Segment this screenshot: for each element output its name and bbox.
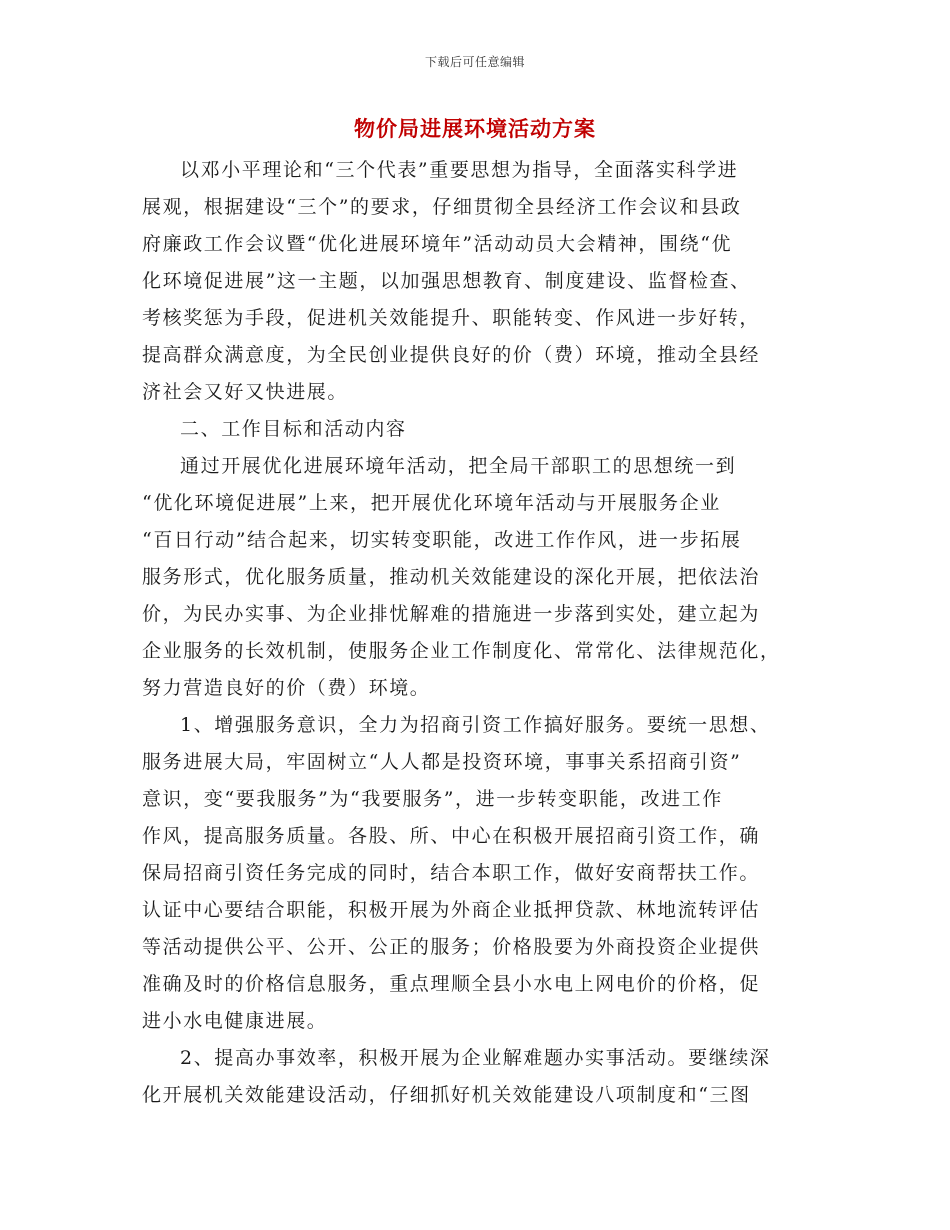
text-line: 企业服务的长效机制，使服务企业工作制度化、常常化、法律规范化， xyxy=(142,640,781,662)
text-line: 化环境促进展”这一主题，以加强思想教育、制度建设、监督检查、 xyxy=(142,270,751,292)
text-line: 考核奖惩为手段，促进机关效能提升、职能转变、作风进一步好转， xyxy=(142,307,761,329)
text-line: 通过开展优化进展环境年活动，把全局干部职工的思想统一到 xyxy=(180,455,737,477)
text-line: “百日行动”结合起来，切实转变职能，改进工作作风，进一步拓展 xyxy=(142,529,742,551)
paragraph-item-2 xyxy=(142,1040,808,1114)
text-line: 提高群众满意度，为全民创业提供良好的价（费）环境，推动全县经 xyxy=(142,344,761,366)
text-line: 以邓小平理论和“三个代表”重要思想为指导，全面落实科学进 xyxy=(180,159,739,181)
paragraph-work-goals xyxy=(142,448,808,707)
text-line: 作风，提高服务质量。各股、所、中心在积极开展招商引资工作，确 xyxy=(142,825,761,847)
text-line: 展观，根据建设“三个”的要求，仔细贯彻全县经济工作会议和县政 xyxy=(142,196,742,218)
text-line: 保局招商引资任务完成的同时，结合本职工作，做好安商帮扶工作。 xyxy=(142,862,761,884)
header-note: 下载后可任意编辑 xyxy=(424,55,525,69)
section-heading xyxy=(142,411,808,448)
text-line: 等活动提供公平、公开、公正的服务；价格股要为外商投资企业提供 xyxy=(142,936,761,958)
paragraph-item-1 xyxy=(142,707,808,1040)
text-line: 准确及时的价格信息服务，重点理顺全县小水电上网电价的价格，促 xyxy=(142,973,761,995)
text-line: 府廉政工作会议暨“优化进展环境年”活动动员大会精神，围绕“优 xyxy=(142,233,733,255)
text-line: 2、提高办事效率，积极开展为企业解难题办实事活动。要继续深 xyxy=(180,1047,771,1069)
text-line: “优化环境促进展”上来，把开展优化环境年活动与开展服务企业 xyxy=(142,492,721,514)
text-line: 1、增强服务意识，全力为招商引资工作搞好服务。要统一思想、 xyxy=(180,714,771,736)
text-line: 化开展机关效能建设活动，仔细抓好机关效能建设八项制度和“三图 xyxy=(142,1084,751,1106)
text-line: 努力营造良好的价（费）环境。 xyxy=(142,677,431,699)
paragraph-guiding-principles xyxy=(142,152,808,411)
document-title: 物价局进展环境活动方案 xyxy=(354,116,596,141)
text-line: 二、工作目标和活动内容 xyxy=(180,418,407,440)
text-line: 进小水电健康进展。 xyxy=(142,1010,328,1032)
document-body xyxy=(142,152,808,1114)
text-line: 服务进展大局，牢固树立“人人都是投资环境，事事关系招商引资” xyxy=(142,751,742,773)
text-line: 服务形式，优化服务质量，推动机关效能建设的深化开展，把依法治 xyxy=(142,566,761,588)
text-line: 认证中心要结合职能，积极开展为外商企业抵押贷款、林地流转评估 xyxy=(142,899,761,921)
text-line: 价，为民办实事、为企业排忧解难的措施进一步落到实处，建立起为 xyxy=(142,603,761,625)
text-line: 意识，变“要我服务”为“我要服务”，进一步转变职能，改进工作 xyxy=(142,788,723,810)
text-line: 济社会又好又快进展。 xyxy=(142,381,349,403)
